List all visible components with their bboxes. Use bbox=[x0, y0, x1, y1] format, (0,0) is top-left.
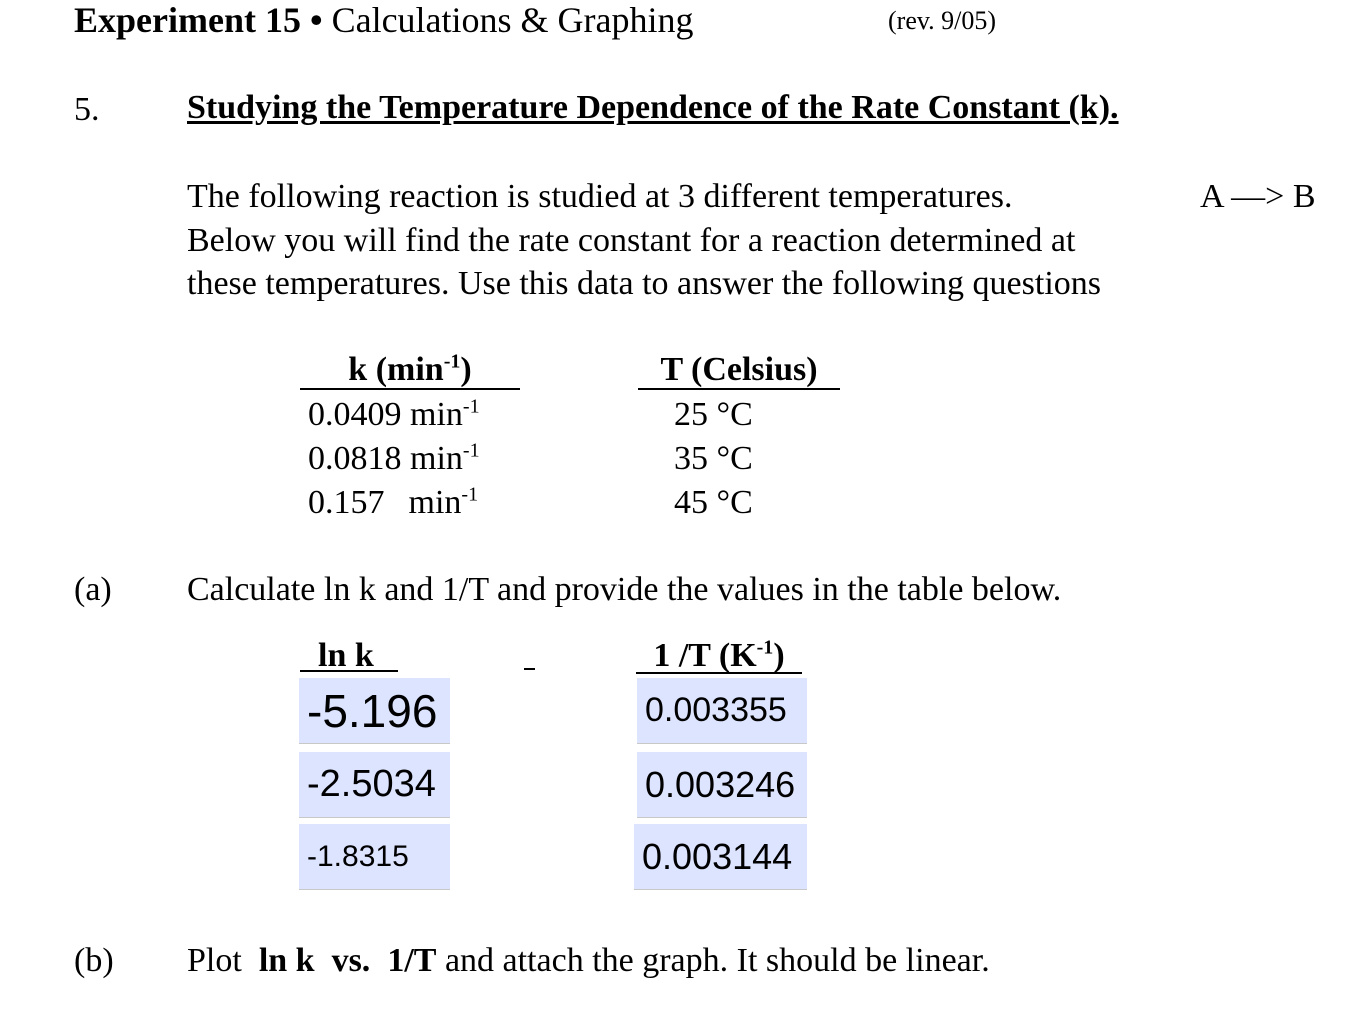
part-a-instructions: Calculate ln k and 1/T and provide the values in the table below. bbox=[187, 571, 1062, 608]
intro-paragraph-line-3: these temperatures. Use this data to answer the following questions bbox=[187, 265, 1101, 302]
inverse-t-answer-field-2[interactable] bbox=[637, 752, 807, 818]
rate-constant-number: 0.157 bbox=[308, 484, 385, 521]
k-header-close: ) bbox=[460, 351, 472, 388]
header-subtitle: Calculations & Graphing bbox=[331, 0, 694, 40]
rate-constant-column-header bbox=[300, 350, 520, 390]
rate-constant-text: 0.0409 min bbox=[308, 396, 463, 433]
temperature-value: 35 °C bbox=[674, 440, 753, 477]
separator-dash bbox=[524, 668, 535, 670]
k-header-text: k (min bbox=[348, 351, 444, 388]
inverse-t-answer-field-3[interactable] bbox=[634, 824, 807, 890]
rate-constant-value bbox=[308, 395, 480, 435]
part-a-label: (a) bbox=[74, 571, 112, 608]
ln-k-answer-field-1[interactable] bbox=[299, 678, 450, 744]
ln-k-column-header: ln k bbox=[300, 636, 398, 672]
section-heading: Studying the Temperature Dependence of the Rate Constant (k). bbox=[187, 89, 1119, 126]
ln-k-term: ln k bbox=[258, 942, 315, 979]
invt-header-superscript: -1 bbox=[756, 636, 774, 659]
inverse-t-answer-field-1[interactable] bbox=[637, 678, 807, 744]
rate-constant-value bbox=[308, 439, 480, 479]
rate-constant-text: 0.0818 min bbox=[308, 440, 463, 477]
part-b-instructions bbox=[187, 941, 990, 981]
k-header-superscript: -1 bbox=[443, 350, 461, 373]
part-b-label: (b) bbox=[74, 942, 114, 979]
ln-k-answer-field-2[interactable] bbox=[299, 752, 450, 818]
rate-constant-value bbox=[308, 483, 478, 523]
inverse-temperature-column-header bbox=[636, 636, 802, 674]
revision-label: (rev. 9/05) bbox=[888, 6, 997, 35]
unit-superscript: -1 bbox=[462, 395, 480, 418]
page-header-title bbox=[74, 0, 694, 40]
experiment-label: Experiment 15 bbox=[74, 0, 301, 40]
temperature-value: 25 °C bbox=[674, 396, 753, 433]
ln-k-answer-field-3[interactable] bbox=[299, 824, 450, 890]
unit-superscript: -1 bbox=[462, 439, 480, 462]
header-bullet: • bbox=[309, 0, 323, 40]
unit-superscript: -1 bbox=[461, 483, 479, 506]
invt-header-close: ) bbox=[773, 637, 785, 674]
intro-paragraph-line-2: Below you will find the rate constant for a reaction determined at bbox=[187, 222, 1076, 259]
vs-term: vs. bbox=[331, 942, 371, 979]
inverse-t-term: 1/T bbox=[387, 942, 437, 979]
plot-instruction-rest: and attach the graph. It should be linear. bbox=[444, 942, 990, 979]
reaction-equation: A —> B bbox=[1200, 178, 1316, 215]
temperature-column-header: T (Celsius) bbox=[638, 350, 840, 390]
plot-word: Plot bbox=[187, 942, 242, 979]
intro-paragraph-line-1: The following reaction is studied at 3 different temperatures. bbox=[187, 178, 1013, 215]
section-number: 5. bbox=[74, 91, 100, 128]
rate-constant-unit: min bbox=[408, 484, 462, 521]
invt-header-text: 1 /T (K bbox=[653, 637, 757, 674]
temperature-value: 45 °C bbox=[674, 484, 753, 521]
